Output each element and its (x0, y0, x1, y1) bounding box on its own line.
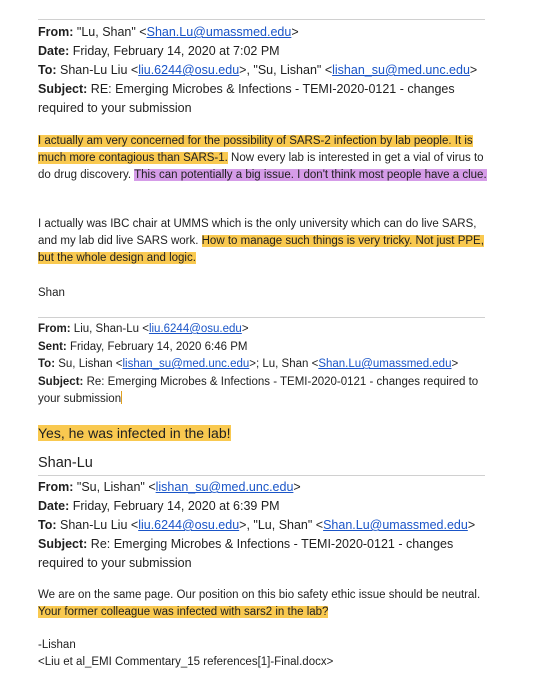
highlight-yellow: Yes, he was infected in the lab! (38, 425, 231, 441)
email2-subject-line: Subject: Re: Emerging Microbes & Infections - TEMI-2020-0121 - changes required to your submission (38, 375, 479, 405)
email3-to-email-link-1[interactable]: liu.6244@osu.edu (138, 518, 240, 532)
highlight-yellow: How to manage such things is very tricky. Not just PPE, but the whole design and logic. (38, 235, 484, 264)
email1-paragraph-2: I actually was IBC chair at UMMS which is the only university which can do live SARS, and my lab did live SARS work. How to manage such things is very tricky. Not just PPE, but the whole design and logic. (38, 218, 484, 264)
email1-to-email-link-2[interactable]: lishan_su@med.unc.edu (332, 63, 470, 77)
email1-to-line: To: Shan-Lu Liu <liu.6244@osu.edu>, "Su, Lishan" <lishan_su@med.unc.edu> (38, 63, 478, 77)
email3-from-line: From: "Su, Lishan" <lishan_su@med.unc.edu> (38, 480, 301, 494)
email1-to-email-link-1[interactable]: liu.6244@osu.edu (138, 63, 240, 77)
highlight-yellow: Your former colleague was infected with sars2 in the lab? (38, 606, 329, 618)
email3-header (38, 478, 488, 573)
email2-sent-line: Sent: Friday, February 14, 2020 6:46 PM (38, 340, 248, 353)
email2-to-line: To: Su, Lishan <lishan_su@med.unc.edu>; Lu, Shan <Shan.Lu@umassmed.edu> (38, 358, 459, 370)
email1-signoff: Shan (38, 287, 65, 299)
attachment-name[interactable]: <Liu et al_EMI Commentary_15 references[1]-Final.docx> (38, 656, 334, 668)
email1-from-line: From: "Lu, Shan" <Shan.Lu@umassmed.edu> (38, 25, 299, 39)
email2-signature: Shan-Lu (38, 455, 93, 471)
email3-subject-line: Subject: Re: Emerging Microbes & Infections - TEMI-2020-0121 - changes required to your submission (38, 537, 454, 570)
email2-to-email-link-2[interactable]: Shan.Lu@umassmed.edu (318, 358, 452, 370)
email3-to-line: To: Shan-Lu Liu <liu.6244@osu.edu>, "Lu, Shan" <Shan.Lu@umassmed.edu> (38, 518, 476, 532)
divider-bottom (38, 475, 485, 476)
email3-to-email-link-2[interactable]: Shan.Lu@umassmed.edu (323, 518, 468, 532)
email1-from-email-link[interactable]: Shan.Lu@umassmed.edu (146, 25, 292, 39)
email3-paragraph-1: We are on the same page. Our position on this bio safety ethic issue should be neutral. Your former colleague was infected with sars2 in the lab? (38, 589, 481, 618)
email2-header (38, 321, 488, 409)
email2-from-email-link[interactable]: liu.6244@osu.edu (148, 323, 242, 335)
email1-subject-line: Subject: RE: Emerging Microbes & Infections - TEMI-2020-0121 - changes required to your submission (38, 82, 455, 115)
divider-top (38, 19, 485, 20)
email2-from-line: From: Liu, Shan-Lu <liu.6244@osu.edu> (38, 323, 249, 335)
email1-header (38, 23, 488, 118)
highlight-purple: This can potentially a big issue. I don't think most people have a clue (134, 169, 484, 181)
email3-signoff: -Lishan <Liu et al_EMI Commentary_15 references[1]-Final.docx> (38, 637, 488, 671)
email2-reply (38, 423, 488, 443)
email1-paragraph-1: I actually am very concerned for the possibility of SARS-2 infection by lab people. It is much more contagious than SARS-1. Now every lab is interested in get a vial of virus to do drug discovery. This can potentially a big issue. I don't think most people have a clue. (38, 135, 487, 181)
email1-date-line: Date: Friday, February 14, 2020 at 7:02 PM (38, 44, 280, 58)
email3-from-email-link[interactable]: lishan_su@med.unc.edu (155, 480, 294, 494)
text-cursor (121, 391, 122, 404)
highlight-yellow: I actually am very concerned for the possibility of SARS-2 infection by lab people. It is much more contagious than SARS-1. (38, 135, 473, 164)
email2-to-email-link-1[interactable]: lishan_su@med.unc.edu (122, 358, 250, 370)
divider-middle (38, 317, 485, 318)
email3-date-line: Date: Friday, February 14, 2020 at 6:39 PM (38, 499, 280, 513)
